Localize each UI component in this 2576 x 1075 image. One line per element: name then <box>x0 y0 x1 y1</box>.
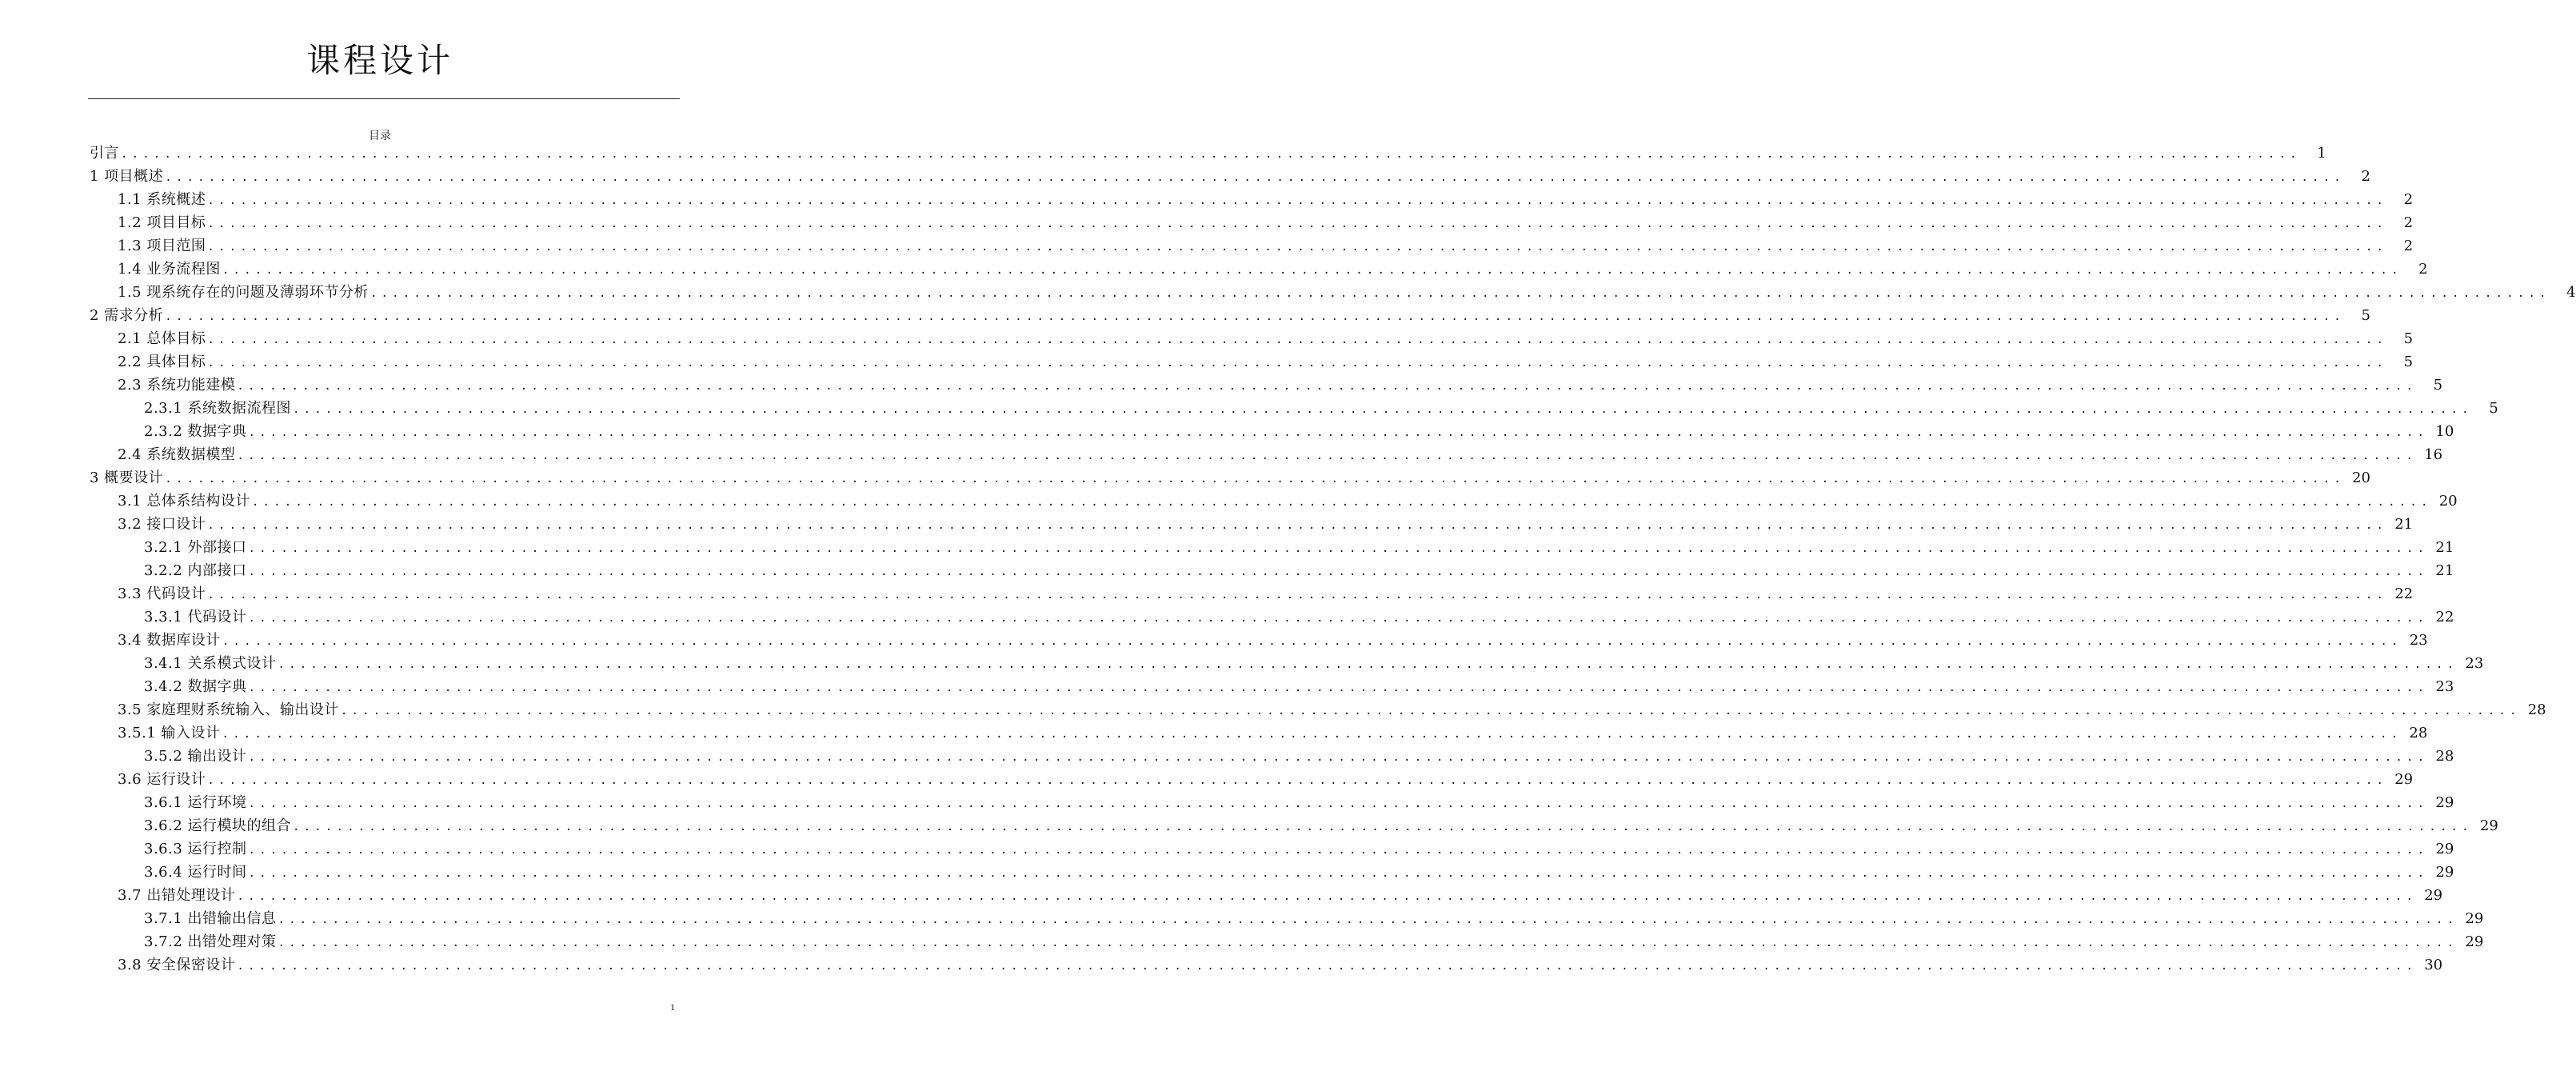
toc-entry-page: 29 <box>2435 841 2454 857</box>
table-of-contents <box>90 142 2576 977</box>
toc-dot-leader: ........................................................................................................................................................................................................ <box>207 357 2388 370</box>
toc-entry-page: 21 <box>2435 539 2454 556</box>
document-title: 课程设计 <box>306 41 453 80</box>
toc-entry-label: 3.2.1 外部接口 <box>144 539 247 556</box>
toc-heading: 目录 <box>369 130 391 142</box>
toc-entry-label: 1.1 系统概述 <box>118 191 206 208</box>
toc-dot-leader: ........................................................................................................................................................................................................ <box>248 542 2429 555</box>
toc-dot-leader: ........................................................................................................................................................................................................ <box>248 867 2429 880</box>
toc-entry-label: 3.5.2 输出设计 <box>144 748 247 765</box>
toc-dot-leader: ........................................................................................................................................................................................................ <box>207 519 2388 532</box>
toc-entry[interactable] <box>90 814 2498 837</box>
title-divider <box>88 98 680 99</box>
toc-entry[interactable] <box>90 327 2414 350</box>
toc-entry-label: 3 概要设计 <box>90 470 164 486</box>
toc-dot-leader: ........................................................................................................................................................................................................ <box>248 681 2429 694</box>
toc-entry-page: 16 <box>2424 446 2443 463</box>
toc-entry-label: 2.3.1 系统数据流程图 <box>144 400 292 417</box>
page-number: 1 <box>670 1001 675 1013</box>
toc-dot-leader: ........................................................................................................................................................................................................ <box>293 403 2473 416</box>
toc-entry-page: 22 <box>2435 609 2454 625</box>
toc-entry-page: 10 <box>2435 423 2454 440</box>
toc-entry[interactable] <box>90 490 2458 513</box>
toc-dot-leader: ........................................................................................................................................................................................................ <box>207 334 2388 346</box>
toc-entry-label: 3.6.2 运行模块的组合 <box>144 817 292 834</box>
toc-entry[interactable] <box>90 420 2454 443</box>
toc-entry-label: 3.4.2 数据字典 <box>144 678 247 695</box>
toc-entry[interactable] <box>90 605 2454 629</box>
toc-entry-page: 23 <box>2465 655 2484 672</box>
toc-dot-leader: ........................................................................................................................................................................................................ <box>369 287 2550 300</box>
toc-dot-leader: ........................................................................................................................................................................................................ <box>165 171 2345 184</box>
toc-dot-leader: ........................................................................................................................................................................................................ <box>165 310 2345 323</box>
toc-entry-label: 3.5.1 输入设计 <box>118 725 221 741</box>
toc-entry-page: 28 <box>2435 748 2454 765</box>
toc-entry-page: 21 <box>2394 516 2414 533</box>
toc-dot-leader: ........................................................................................................................................................................................................ <box>207 774 2388 787</box>
toc-entry-page: 2 <box>2361 168 2370 185</box>
toc-entry[interactable] <box>90 536 2454 559</box>
toc-dot-leader: ........................................................................................................................................................................................................ <box>207 194 2388 207</box>
toc-entry[interactable] <box>90 721 2428 745</box>
toc-entry[interactable] <box>90 582 2414 605</box>
toc-entry[interactable] <box>90 165 2370 188</box>
toc-entry[interactable] <box>90 930 2484 953</box>
toc-entry-page: 20 <box>2438 493 2458 510</box>
toc-entry-page: 5 <box>2361 307 2370 324</box>
toc-entry-label: 3.5 家庭理财系统输入、输出设计 <box>118 701 339 718</box>
toc-entry[interactable] <box>90 675 2454 698</box>
toc-entry-page: 5 <box>2403 330 2414 347</box>
toc-dot-leader: ........................................................................................................................................................................................................ <box>248 751 2429 764</box>
toc-entry[interactable] <box>90 258 2428 281</box>
toc-dot-leader: ........................................................................................................................................................................................................ <box>207 589 2388 601</box>
toc-entry-page: 20 <box>2352 470 2370 486</box>
toc-entry-page: 2 <box>2418 261 2428 278</box>
toc-entry-label: 3.2.2 内部接口 <box>144 562 247 579</box>
toc-entry-page: 5 <box>2489 400 2498 417</box>
toc-entry[interactable] <box>90 188 2414 211</box>
toc-dot-leader: ........................................................................................................................................................................................................ <box>248 797 2429 810</box>
toc-entry-label: 2.3 系统功能建模 <box>118 377 236 394</box>
toc-entry-page: 29 <box>2424 887 2443 904</box>
toc-entry-label: 3.6.4 运行时间 <box>144 864 247 881</box>
toc-entry-label: 3.3.1 代码设计 <box>144 609 247 625</box>
toc-entry-page: 5 <box>2433 377 2443 394</box>
toc-entry-page: 1 <box>2317 145 2326 162</box>
toc-entry-page: 29 <box>2465 910 2484 927</box>
toc-entry-label: 3.4 数据库设计 <box>118 632 221 649</box>
toc-entry-label: 引言 <box>90 145 119 162</box>
toc-entry-page: 29 <box>2435 794 2454 811</box>
toc-entry-page: 2 <box>2403 238 2414 254</box>
toc-entry-label: 3.6.3 运行控制 <box>144 841 247 857</box>
toc-entry-label: 2.2 具体目标 <box>118 354 206 370</box>
toc-entry-page: 30 <box>2424 957 2443 973</box>
toc-dot-leader: ........................................................................................................................................................................................................ <box>248 426 2429 439</box>
toc-dot-leader: ........................................................................................................................................................................................................ <box>248 565 2429 578</box>
toc-dot-leader: ........................................................................................................................................................................................................ <box>222 728 2402 741</box>
toc-entry[interactable] <box>90 234 2414 258</box>
toc-entry-label: 3.1 总体系结构设计 <box>118 493 250 510</box>
toc-entry[interactable] <box>90 907 2484 930</box>
toc-entry-label: 3.6.1 运行环境 <box>144 794 247 811</box>
toc-dot-leader: ........................................................................................................................................................................................................ <box>237 450 2418 462</box>
toc-entry-label: 1 项目概述 <box>90 168 164 185</box>
toc-dot-leader: ........................................................................................................................................................................................................ <box>248 612 2429 625</box>
toc-entry-label: 2.3.2 数据字典 <box>144 423 247 440</box>
toc-entry-label: 2 需求分析 <box>90 307 164 324</box>
toc-entry-label: 1.5 现系统存在的问题及薄弱环节分析 <box>118 284 369 301</box>
toc-entry[interactable] <box>90 397 2498 420</box>
toc-entry[interactable] <box>90 768 2414 791</box>
toc-entry-page: 29 <box>2465 933 2484 950</box>
toc-dot-leader: ........................................................................................................................................................................................................ <box>207 218 2388 230</box>
toc-entry-label: 3.6 运行设计 <box>118 771 206 788</box>
toc-dot-leader: ........................................................................................................................................................................................................ <box>222 635 2402 648</box>
toc-entry[interactable] <box>90 791 2454 814</box>
toc-entry-label: 3.7.1 出错输出信息 <box>144 910 277 927</box>
toc-dot-leader: ........................................................................................................................................................................................................ <box>293 821 2473 833</box>
toc-dot-leader: ........................................................................................................................................................................................................ <box>278 658 2458 671</box>
toc-entry-page: 5 <box>2403 354 2414 370</box>
toc-entry-label: 1.4 业务流程图 <box>118 261 221 278</box>
toc-entry-label: 3.7 出错处理设计 <box>118 887 236 904</box>
toc-entry-label: 3.2 接口设计 <box>118 516 206 533</box>
toc-entry[interactable] <box>90 629 2428 652</box>
toc-entry-page: 29 <box>2435 864 2454 881</box>
toc-entry[interactable] <box>90 350 2414 374</box>
toc-entry[interactable] <box>90 884 2443 907</box>
toc-entry[interactable] <box>90 559 2454 582</box>
toc-dot-leader: ........................................................................................................................................................................................................ <box>121 148 2301 161</box>
toc-entry-page: 29 <box>2394 771 2414 788</box>
toc-entry-label: 2.4 系统数据模型 <box>118 446 236 463</box>
toc-entry[interactable] <box>90 466 2370 490</box>
toc-entry-label: 2.1 总体目标 <box>118 330 206 347</box>
toc-entry[interactable] <box>90 698 2546 721</box>
toc-entry-page: 2 <box>2403 191 2414 208</box>
toc-entry-label: 3.8 安全保密设计 <box>118 957 236 973</box>
toc-entry-page: 4 <box>2566 284 2576 301</box>
toc-entry[interactable] <box>90 861 2454 884</box>
toc-entry-label: 3.7.2 出错处理对策 <box>144 933 277 950</box>
toc-entry[interactable] <box>90 374 2443 397</box>
toc-entry-page: 28 <box>2409 725 2428 741</box>
toc-entry-label: 1.2 项目目标 <box>118 214 206 231</box>
toc-dot-leader: ........................................................................................................................................................................................................ <box>278 937 2458 949</box>
toc-entry-page: 28 <box>2527 701 2546 718</box>
toc-entry[interactable] <box>90 837 2454 861</box>
toc-dot-leader: ........................................................................................................................................................................................................ <box>251 496 2432 509</box>
toc-entry[interactable] <box>90 443 2443 466</box>
toc-dot-leader: ........................................................................................................................................................................................................ <box>237 890 2418 903</box>
toc-entry-page: 23 <box>2435 678 2454 695</box>
toc-entry[interactable] <box>90 211 2414 234</box>
toc-entry-page: 29 <box>2479 817 2498 834</box>
toc-dot-leader: ........................................................................................................................................................................................................ <box>248 844 2429 857</box>
toc-entry-page: 2 <box>2403 214 2414 231</box>
toc-dot-leader: ........................................................................................................................................................................................................ <box>165 473 2345 486</box>
toc-entry[interactable] <box>90 745 2454 768</box>
toc-entry-page: 21 <box>2435 562 2454 579</box>
toc-entry[interactable] <box>90 652 2484 675</box>
toc-dot-leader: ........................................................................................................................................................................................................ <box>237 960 2418 973</box>
toc-dot-leader: ........................................................................................................................................................................................................ <box>340 705 2521 717</box>
toc-entry[interactable] <box>90 142 2326 165</box>
toc-dot-leader: ........................................................................................................................................................................................................ <box>222 264 2402 277</box>
toc-entry[interactable] <box>90 304 2370 327</box>
toc-entry-page: 23 <box>2409 632 2428 649</box>
toc-entry[interactable] <box>90 513 2414 536</box>
toc-entry[interactable] <box>90 281 2576 304</box>
toc-dot-leader: ........................................................................................................................................................................................................ <box>207 241 2388 254</box>
toc-entry[interactable] <box>90 953 2443 977</box>
toc-dot-leader: ........................................................................................................................................................................................................ <box>237 380 2418 393</box>
toc-entry-label: 1.3 项目范围 <box>118 238 206 254</box>
toc-dot-leader: ........................................................................................................................................................................................................ <box>278 913 2458 926</box>
toc-entry-label: 3.4.1 关系模式设计 <box>144 655 277 672</box>
toc-entry-label: 3.3 代码设计 <box>118 585 206 602</box>
toc-entry-page: 22 <box>2394 585 2414 602</box>
